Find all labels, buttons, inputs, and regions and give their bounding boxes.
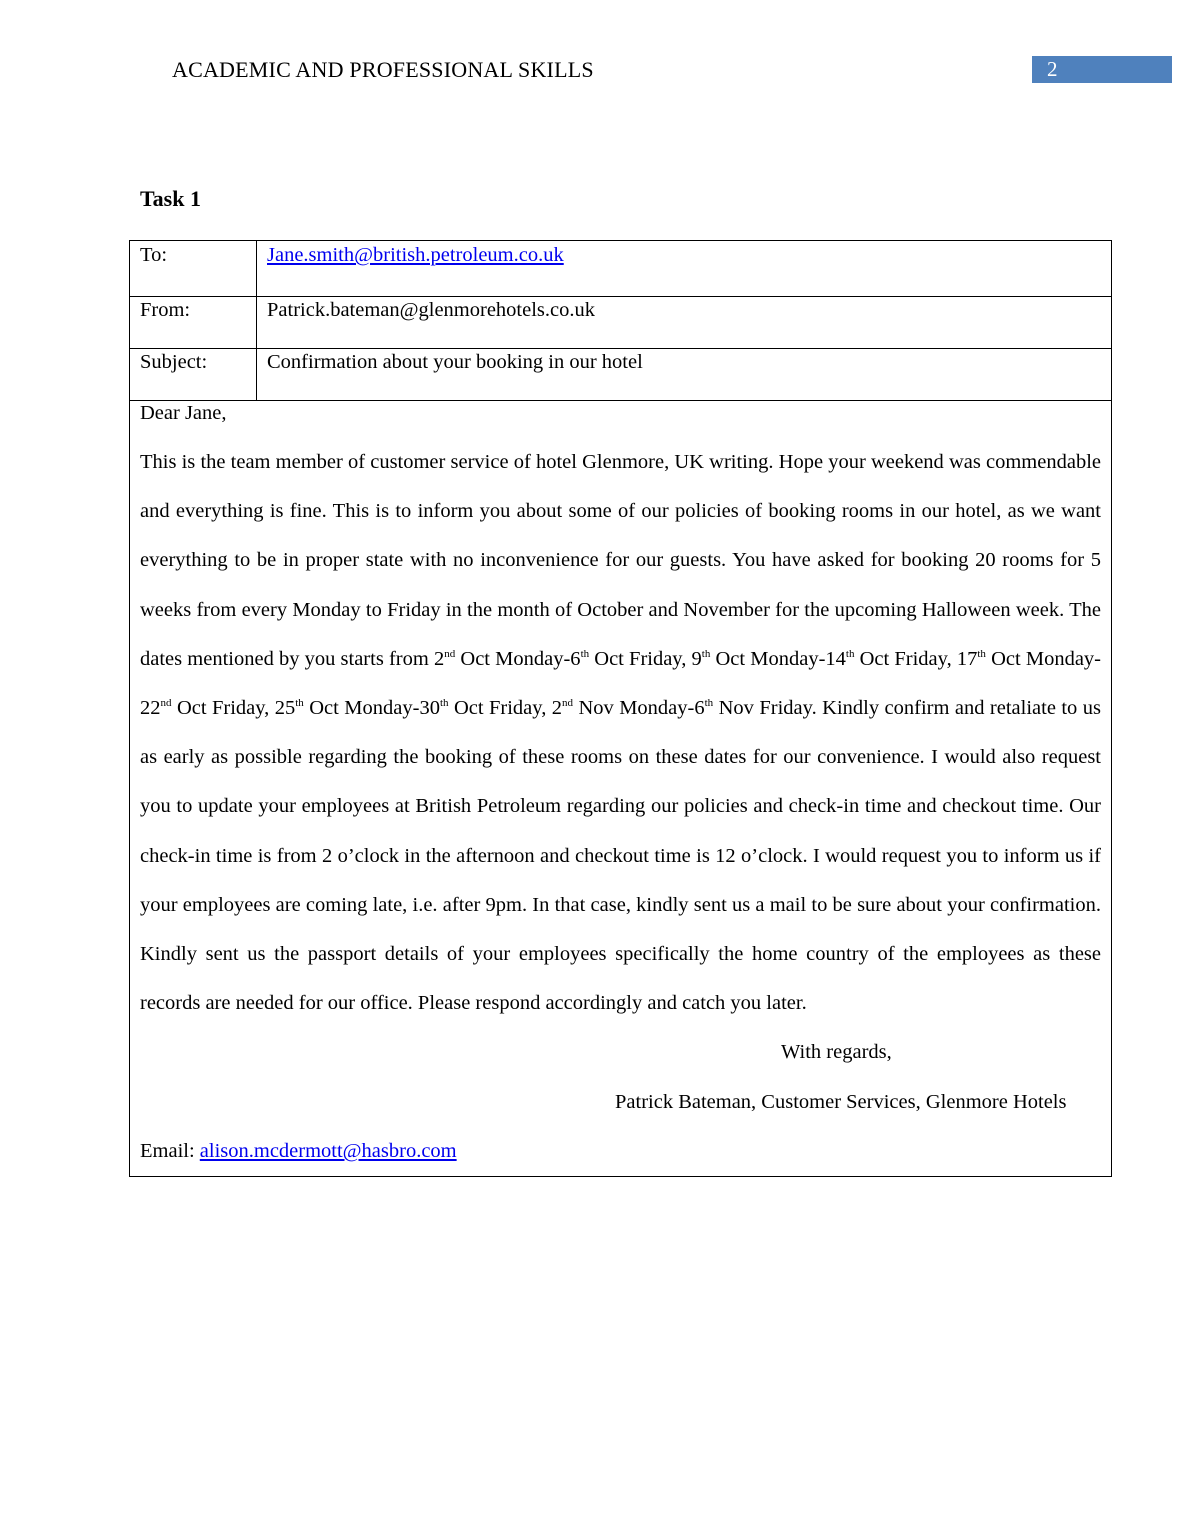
body-row bbox=[130, 401, 1112, 1177]
running-header-title: ACADEMIC AND PROFESSIONAL SKILLS bbox=[172, 57, 594, 82]
signature: Patrick Bateman, Customer Services, Glenmore Hotels bbox=[615, 1090, 1067, 1113]
ordinal-suffix: th bbox=[701, 647, 711, 660]
subject-value: Confirmation about your booking in our hotel bbox=[257, 349, 1112, 401]
ordinal-suffix: nd bbox=[160, 697, 172, 710]
to-cell bbox=[257, 241, 1112, 297]
to-row bbox=[130, 241, 1112, 297]
contact-email-label: Email: bbox=[140, 1139, 200, 1162]
ordinal-suffix: th bbox=[704, 697, 714, 710]
email-body bbox=[130, 401, 1112, 1177]
body-text: Nov Friday. Kindly confirm and retaliate to us as early as possible regarding the booking of these rooms on these dates for our convenience. I would also request you to update your employees at British Petroleum regarding our policies and check-in time and checkout time. Our check-in time is from 2 o’clock in the afternoon and checkout time is 12 o’clock. I would request you to inform us if your employees are coming late, i.e. after 9pm. In that case, kindly sent us a mail to be sure about your confirmation. Kindly sent us the passport details of your employees specifically the home country of the employees as these records are needed for our office. Please respond accordingly and catch you later. bbox=[140, 697, 1101, 1015]
ordinal-suffix: th bbox=[295, 697, 304, 710]
ordinal-suffix: th bbox=[977, 647, 986, 660]
from-label: From: bbox=[130, 297, 257, 349]
body-text: Oct Monday-22 bbox=[140, 647, 1101, 720]
body-text: Oct Monday-14 bbox=[710, 647, 846, 670]
from-row bbox=[130, 297, 1112, 349]
closing: With regards, bbox=[781, 1041, 892, 1064]
page-number: 2 bbox=[1032, 56, 1172, 83]
contact-email-line bbox=[140, 1127, 1101, 1176]
body-text: Oct Friday, 17 bbox=[854, 647, 978, 670]
ordinal-suffix: nd bbox=[562, 697, 574, 710]
ordinal-suffix: th bbox=[580, 647, 590, 660]
body-text: Nov Monday-6 bbox=[573, 697, 705, 720]
task-heading: Task 1 bbox=[140, 186, 201, 211]
body-text: Oct Friday, 2 bbox=[448, 697, 563, 720]
body-text: Oct Friday, 9 bbox=[589, 647, 702, 670]
subject-row bbox=[130, 349, 1112, 401]
email-table bbox=[129, 240, 1112, 1177]
body-paragraph bbox=[140, 438, 1101, 1028]
body-text: This is the team member of customer service of hotel Glenmore, UK writing. Hope your weekend was commendable and everything is fine. This is to inform you about some of our policies of booking rooms in our hotel, as we want everything to be in proper state with no inconvenience for our guests. You have asked for booking 20 rooms for 5 weeks from every Monday to Friday in the month of October and November for the upcoming Halloween week. The dates mentioned by you starts from 2 bbox=[140, 451, 1101, 670]
ordinal-suffix: nd bbox=[444, 647, 456, 660]
ordinal-suffix: th bbox=[439, 697, 449, 710]
body-text: Oct Friday, 25 bbox=[171, 697, 296, 720]
body-text: Oct Monday-30 bbox=[303, 697, 440, 720]
to-label: To: bbox=[130, 241, 257, 297]
ordinal-suffix: th bbox=[845, 647, 855, 660]
body-text: Oct Monday-6 bbox=[455, 647, 581, 670]
subject-label: Subject: bbox=[130, 349, 257, 401]
to-email-link[interactable]: Jane.smith@british.petroleum.co.uk bbox=[267, 244, 564, 266]
contact-email-link[interactable]: alison.mcdermott@hasbro.com bbox=[199, 1139, 457, 1162]
greeting: Dear Jane, bbox=[140, 402, 227, 424]
from-value: Patrick.bateman@glenmorehotels.co.uk bbox=[257, 297, 1112, 349]
